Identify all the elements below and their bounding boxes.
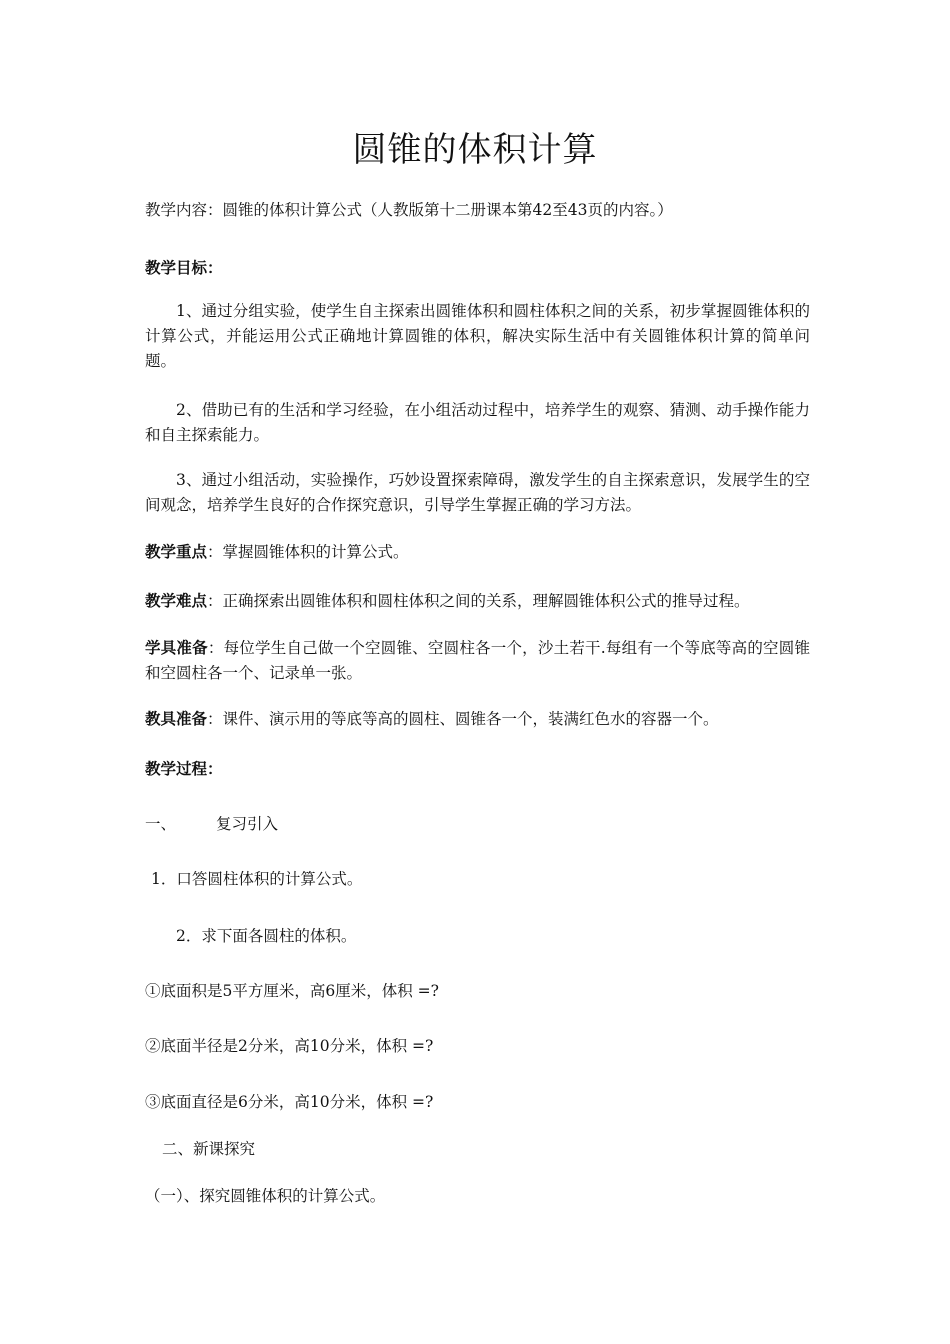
- subsection-1: （一）、探究圆锥体积的计算公式。: [145, 1187, 386, 1205]
- section-1-title: 复习引入: [216, 815, 279, 833]
- key-point-label: 教学重点: [145, 542, 208, 561]
- teacher-tools: [145, 707, 810, 731]
- teaching-content-label: 教学内容：: [145, 201, 223, 219]
- student-tools-text: ：每位学生自己做一个空圆锥、空圆柱各一个，沙土若干.每组有一个等底等高的空圆锥和空圆柱各一个、记录单一张。: [145, 639, 810, 682]
- teacher-tools-label: 教具准备: [145, 709, 208, 728]
- section-1-number: 一、: [145, 815, 177, 833]
- problem-1: ①底面积是5平方厘米，高6厘米，体积 =?: [145, 982, 439, 1000]
- teaching-content-text: 圆锥的体积计算公式（人教版第十二册课本第42至43页的内容。）: [222, 201, 673, 219]
- key-point: [145, 540, 810, 564]
- key-point-text: ：掌握圆锥体积的计算公式。: [207, 543, 409, 561]
- difficulty: [145, 589, 810, 613]
- objectives-heading: 教学目标：: [145, 258, 223, 277]
- question-1: 1．口答圆柱体积的计算公式。: [151, 870, 363, 888]
- question-2: 2．求下面各圆柱的体积。: [176, 927, 357, 945]
- student-tools-label: 学具准备: [145, 638, 208, 657]
- difficulty-label: 教学难点: [145, 591, 208, 610]
- document-title: 圆锥的体积计算: [352, 130, 598, 170]
- objective-item-2: 2、借助已有的生活和学习经验，在小组活动过程中，培养学生的观察、猜测、动手操作能力和自主探索能力。: [145, 401, 810, 444]
- problem-2: ②底面半径是2分米，高10分米，体积 =?: [145, 1037, 434, 1055]
- process-heading: 教学过程：: [145, 759, 223, 778]
- section-1: [145, 812, 810, 836]
- objective-item-1: 1、通过分组实验，使学生自主探索出圆锥体积和圆柱体积之间的关系，初步掌握圆锥体积的计算公式，并能运用公式正确地计算圆锥的体积，解决实际生活中有关圆锥体积计算的简单问题。: [145, 302, 810, 370]
- difficulty-text: ：正确探索出圆锥体积和圆柱体积之间的关系，理解圆锥体积公式的推导过程。: [207, 592, 750, 610]
- problem-3: ③底面直径是6分米，高10分米，体积 =?: [145, 1093, 434, 1111]
- objective-item-3: 3、通过小组活动，实验操作，巧妙设置探索障碍，激发学生的自主探索意识，发展学生的空间观念，培养学生良好的合作探究意识，引导学生掌握正确的学习方法。: [145, 471, 810, 514]
- teacher-tools-text: ：课件、演示用的等底等高的圆柱、圆锥各一个，装满红色水的容器一个。: [207, 710, 719, 728]
- student-tools: [145, 635, 810, 686]
- teaching-content: [145, 198, 810, 222]
- section-2: 二、新课探究: [162, 1140, 256, 1158]
